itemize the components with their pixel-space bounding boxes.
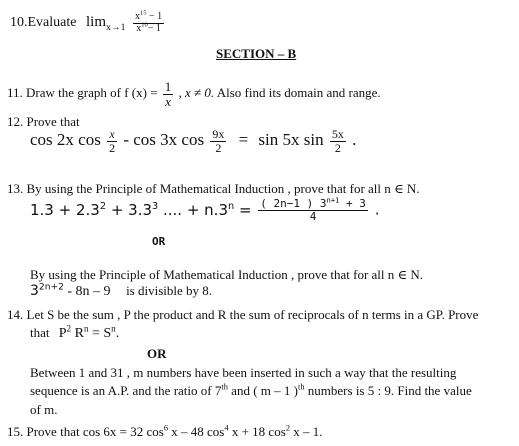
f3-den: 2 xyxy=(334,140,341,155)
q12-label: 12. Prove that xyxy=(7,114,80,129)
num-x: x xyxy=(135,11,140,22)
lhs-e3: n xyxy=(228,200,235,212)
q11-frac-den: x xyxy=(165,93,171,109)
f2-den: 2 xyxy=(215,140,222,155)
q10-denominator xyxy=(134,21,163,35)
alt2-th2: th xyxy=(297,381,305,392)
q15-e1: 6 xyxy=(163,422,169,433)
q15-mid1: x – 48 cos xyxy=(168,424,225,439)
q13-rhs-den: 4 xyxy=(309,209,317,223)
lim-var: x xyxy=(106,22,111,34)
q12-rhs: sin 5x sin xyxy=(258,130,324,149)
q14-line2 xyxy=(30,325,119,342)
rhs-num-post: + 3 xyxy=(339,197,366,210)
q13-alt-text: By using the Principle of Mathematical Induction , prove that for all n ∈ N. xyxy=(30,267,424,282)
q14-that: that xyxy=(30,325,50,340)
q13-lhs xyxy=(30,201,256,219)
alt2-post: numbers is 5 : 9. Find the value xyxy=(304,383,472,398)
alt-tail: is divisible by 8. xyxy=(126,283,213,298)
formula-r-exp: n xyxy=(83,323,89,334)
lhs-pre: 1.3 + 2.3 xyxy=(30,200,100,219)
section-b-heading: SECTION – B xyxy=(216,46,297,61)
q14-formula xyxy=(58,323,120,341)
q11-frac-num: 1 xyxy=(164,79,172,94)
f1-den: 2 xyxy=(109,140,116,155)
alt2-th1: th xyxy=(221,381,228,392)
q11-condition: , x ≠ 0. xyxy=(178,85,215,101)
formula-p-exp: 2 xyxy=(66,323,72,334)
q10-label: 10.Evaluate xyxy=(10,15,77,31)
den-x: x xyxy=(136,22,142,34)
lhs-e2: 3 xyxy=(152,200,159,212)
q10-lim xyxy=(85,14,126,34)
formula-p: P xyxy=(58,326,67,341)
f3-num: 5x xyxy=(331,127,344,141)
q12-frac2 xyxy=(210,128,226,154)
q15-mid2: x + 18 cos xyxy=(228,424,286,439)
lhs-post: .... + n.3 xyxy=(158,200,228,219)
rhs-num-pre: ( 2n−1 ) 3 xyxy=(260,197,327,210)
q14-alt-line3: of m. xyxy=(30,402,58,417)
q13-or: OR xyxy=(152,235,166,248)
f1-num: x xyxy=(109,127,115,141)
f2-num: 9x xyxy=(212,127,225,141)
q13-equation xyxy=(30,195,380,223)
q10-fraction xyxy=(133,9,164,34)
den-tail: − 1 xyxy=(147,22,161,34)
num-exp: 15 xyxy=(140,9,147,17)
lhs-mid: + 3.3 xyxy=(106,200,153,219)
rhs-num-exp: n+1 xyxy=(326,195,340,205)
lhs-eq: = xyxy=(234,200,257,219)
q15-e2: 4 xyxy=(224,422,229,433)
q15-pre: 15. Prove that cos 6x = 32 cos xyxy=(7,424,164,439)
q13-rhs-fraction xyxy=(258,195,368,223)
q15-e3: 2 xyxy=(285,422,290,433)
q15-post: x – 1. xyxy=(289,424,323,439)
lim-word: lim xyxy=(85,14,106,31)
formula-end: . xyxy=(115,326,120,341)
alt2-mid: and ( m – 1 ) xyxy=(227,383,298,398)
q12-frac1 xyxy=(107,128,117,154)
lim-arrow: →1 xyxy=(110,22,126,34)
q13-alt-expression xyxy=(30,283,212,300)
q14-alt-line1: Between 1 and 31 , m numbers have been inserted in such a way that the resulting xyxy=(30,365,457,380)
q14-alt-line2 xyxy=(30,383,472,399)
num-tail: − 1 xyxy=(146,11,163,22)
q13-text: 13. By using the Principle of Mathematical Induction , prove that for all n ∈ N. xyxy=(7,181,420,196)
q12-equation xyxy=(30,128,356,154)
q14-line1: 14. Let S be the sum , P the product and R the sum of reciprocals of n terms in a GP. Prove xyxy=(7,307,479,322)
q11-fraction xyxy=(163,80,174,108)
alt2-pre: sequence is an A.P. and the ratio of 7 xyxy=(30,383,222,398)
q12-frac3 xyxy=(330,128,346,154)
lhs-e1: 2 xyxy=(99,200,107,212)
q13-end: . xyxy=(374,200,380,219)
formula-r: R xyxy=(71,326,84,341)
formula-s: = S xyxy=(88,326,112,341)
alt-base: 3 xyxy=(30,283,39,299)
formula-s-exp: n xyxy=(111,323,116,334)
q12-lhs1: cos 2x cos xyxy=(30,130,101,149)
question-10 xyxy=(10,9,166,34)
den-exp: 10 xyxy=(141,21,148,29)
q12-equals: = xyxy=(238,130,249,149)
alt-exp: 2n+2 xyxy=(38,282,64,293)
q12-lhs2: - cos 3x cos xyxy=(123,130,205,149)
question-11 xyxy=(7,80,381,108)
q11-tail: Also find its domain and range. xyxy=(216,85,381,101)
alt-rest: - 8n – 9 xyxy=(63,284,111,299)
q14-or: OR xyxy=(147,346,167,361)
q12-end: . xyxy=(352,130,357,149)
q13-rhs-num xyxy=(258,195,368,211)
q11-lead: 11. Draw the graph of f (x) = xyxy=(7,85,158,101)
question-15 xyxy=(7,424,322,440)
